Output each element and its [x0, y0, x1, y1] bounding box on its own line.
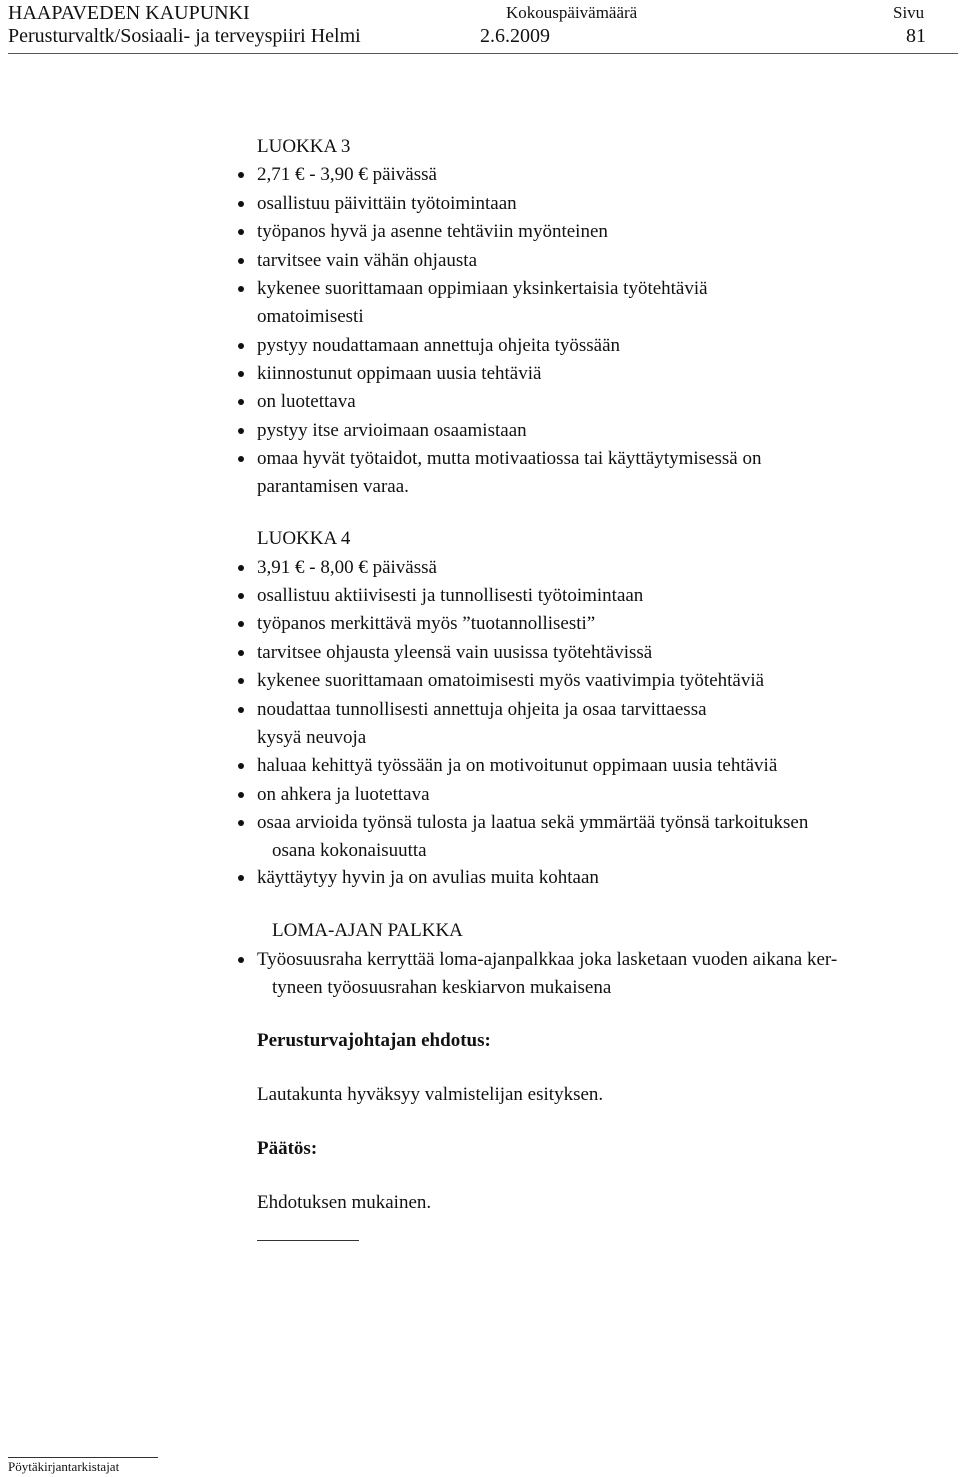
- bullet: [238, 820, 244, 826]
- committee-name: Perusturvaltk/Sosiaali- ja terveyspiiri Helmi: [8, 25, 361, 47]
- bullet: [238, 456, 244, 462]
- class4-item: noudattaa tunnollisesti annettuja ohjeita ja osaa tarvittaessa: [257, 699, 707, 720]
- bullet: [238, 875, 244, 881]
- class4-heading: LUOKKA 4: [257, 528, 351, 549]
- bullet: [238, 229, 244, 235]
- class3-item: työpanos hyvä ja asenne tehtäviin myönteinen: [257, 221, 608, 242]
- bullet: [238, 371, 244, 377]
- bullet: [238, 792, 244, 798]
- proposal-text: Lautakunta hyväksyy valmistelijan esityksen.: [257, 1084, 604, 1105]
- bullet: [238, 763, 244, 769]
- class3-heading: LUOKKA 3: [257, 136, 351, 157]
- class3-item-continuation: parantamisen varaa.: [257, 476, 409, 497]
- page-number: 81: [906, 25, 926, 47]
- class3-item: omaa hyvät työtaidot, mutta motivaatiossa tai käyttäytymisessä on: [257, 448, 762, 469]
- bullet: [238, 957, 244, 963]
- class3-item: osallistuu päivittäin työtoimintaan: [257, 193, 517, 214]
- bullet: [238, 621, 244, 627]
- decision-text: Ehdotuksen mukainen.: [257, 1192, 432, 1213]
- class4-item: osallistuu aktiivisesti ja tunnollisesti työtoimintaan: [257, 585, 644, 606]
- footer-label: Pöytäkirjantarkistajat: [8, 1459, 120, 1474]
- class3-item: pystyy itse arvioimaan osaamistaan: [257, 420, 527, 441]
- class3-item-continuation: omatoimisesti: [257, 306, 364, 327]
- holiday-text-continuation: tyneen työosuusrahan keskiarvon mukaisena: [272, 977, 612, 998]
- bullet: [238, 399, 244, 405]
- bullet: [238, 428, 244, 434]
- class3-item: tarvitsee vain vähän ohjausta: [257, 250, 478, 271]
- decision-heading: Päätös:: [257, 1138, 318, 1159]
- page-label: Sivu: [893, 3, 925, 22]
- class3-item: kykenee suorittamaan oppimiaan yksinkertaisia työtehtäviä: [257, 278, 708, 299]
- bullet: [238, 172, 244, 178]
- bullet: [238, 650, 244, 656]
- class4-item: tarvitsee ohjausta yleensä vain uusissa työtehtävissä: [257, 642, 653, 663]
- end-rule: [257, 1240, 359, 1241]
- class4-item: osaa arvioida työnsä tulosta ja laatua sekä ymmärtää työnsä tarkoituksen: [257, 812, 809, 833]
- class4-item: kykenee suorittamaan omatoimisesti myös vaativimpia työtehtäviä: [257, 670, 765, 691]
- class4-item: on ahkera ja luotettava: [257, 784, 430, 805]
- class3-item: 2,71 € - 3,90 € päivässä: [257, 164, 437, 185]
- bullet: [238, 258, 244, 264]
- proposal-heading: Perusturvajohtajan ehdotus:: [257, 1030, 491, 1051]
- bullet: [238, 565, 244, 571]
- class3-item: pystyy noudattamaan annettuja ohjeita työssään: [257, 335, 621, 356]
- holiday-heading: LOMA-AJAN PALKKA: [272, 920, 463, 941]
- bullet: [238, 343, 244, 349]
- meeting-date: 2.6.2009: [480, 25, 550, 47]
- bullet: [238, 678, 244, 684]
- bullet: [238, 593, 244, 599]
- org-name: HAAPAVEDEN KAUPUNKI: [8, 2, 250, 24]
- meeting-date-label: Kokouspäivämäärä: [506, 3, 638, 22]
- holiday-text: Työosuusraha kerryttää loma-ajanpalkkaa joka lasketaan vuoden aikana ker-: [257, 949, 838, 970]
- class4-item: työpanos merkittävä myös ”tuotannollisesti”: [257, 613, 596, 634]
- class4-item-continuation: kysyä neuvoja: [257, 727, 367, 748]
- class3-item: on luotettava: [257, 391, 356, 412]
- header-rule: [8, 53, 958, 54]
- bullet: [238, 201, 244, 207]
- class4-item-continuation: osana kokonaisuutta: [272, 840, 427, 861]
- footer-signature-line: [8, 1457, 158, 1458]
- class4-item: käyttäytyy hyvin ja on avulias muita kohtaan: [257, 867, 599, 888]
- class4-item: 3,91 € - 8,00 € päivässä: [257, 557, 437, 578]
- class4-item: haluaa kehittyä työssään ja on motivoitunut oppimaan uusia tehtäviä: [257, 755, 778, 776]
- class3-item: kiinnostunut oppimaan uusia tehtäviä: [257, 363, 542, 384]
- bullet: [238, 707, 244, 713]
- bullet: [238, 286, 244, 292]
